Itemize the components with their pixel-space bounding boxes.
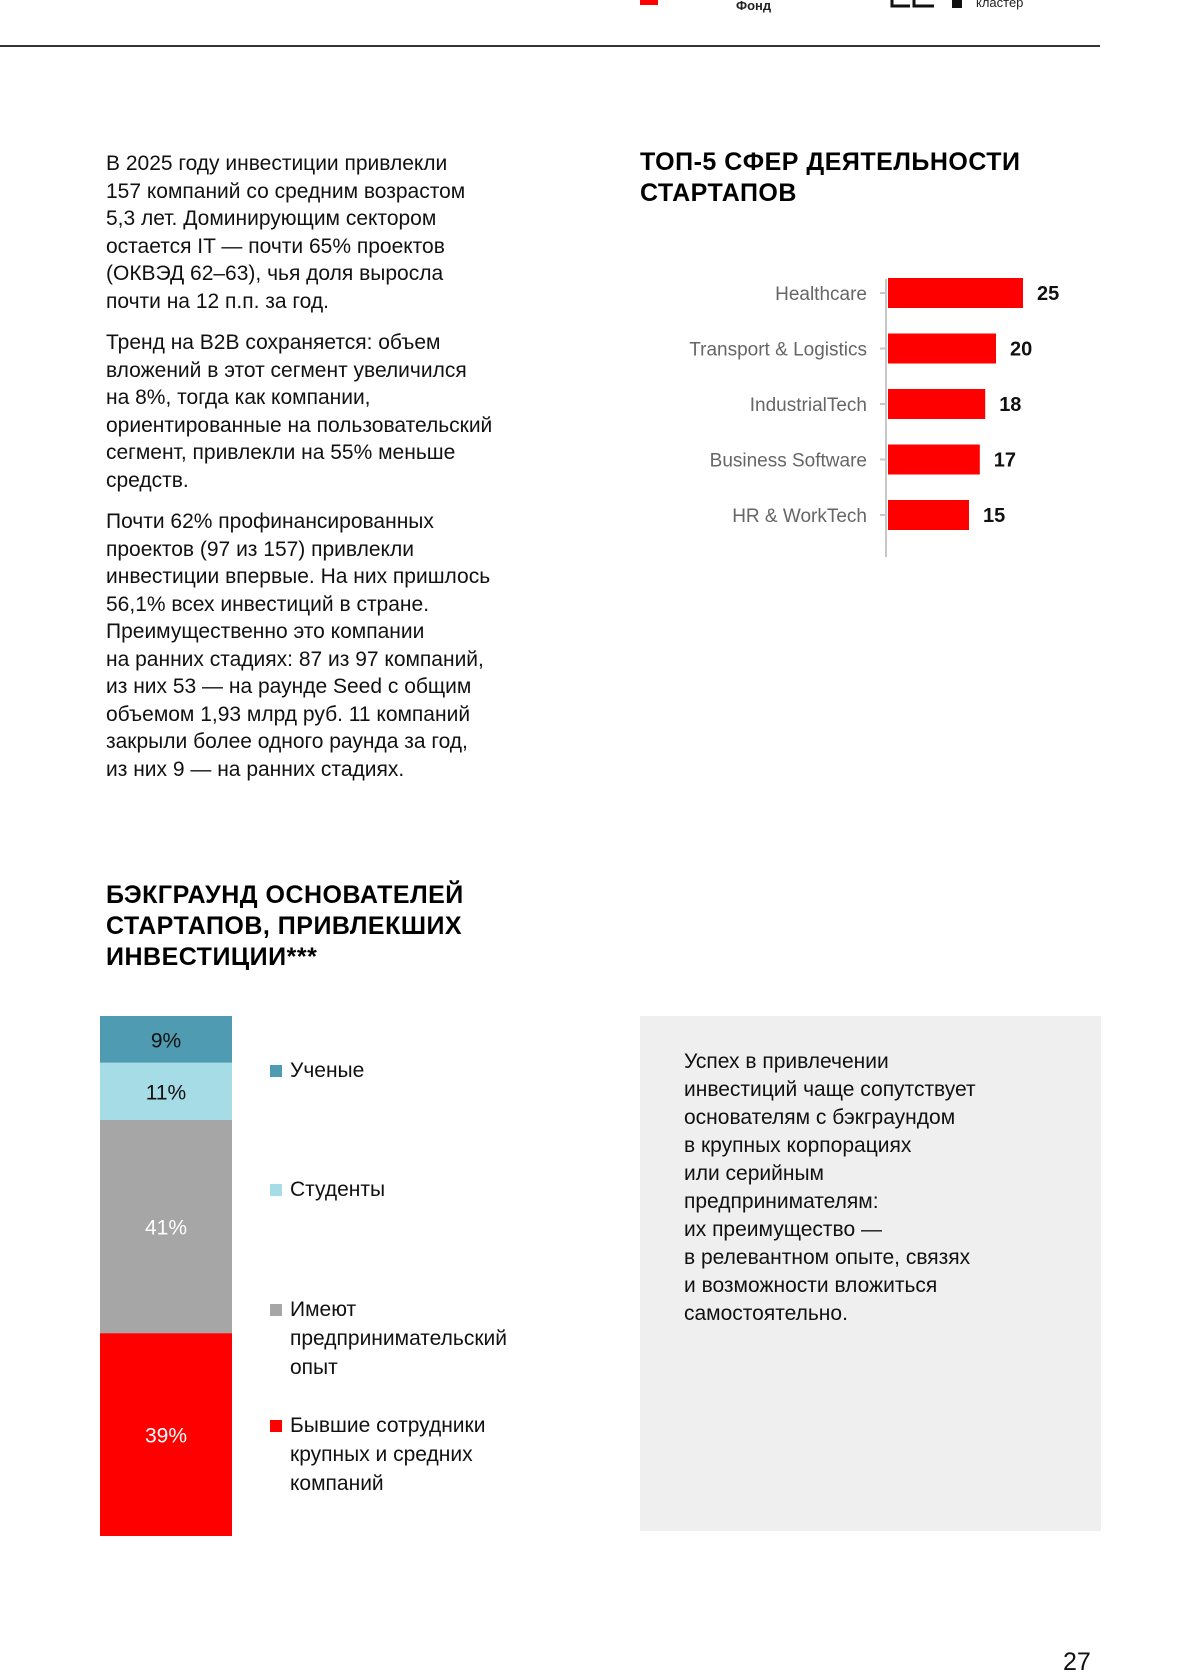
founders-stacked-chart bbox=[100, 1016, 232, 1536]
stack-segment-label: 11% bbox=[145, 1081, 187, 1105]
intro-paragraph-3: Почти 62% профинансированных проектов (97 из 157) привлекли инвестиции впервые. На них пришлось 56,1% всех инвестиций в стране. Преимущественно это компании на ранних стадиях: 87 из 97 компаний, из них 53 — на раунде Seed с общим объемом 1,93 млрд руб. 11 компаний закрыли более одного раунда за год, из них 9 — на ранних стадиях. bbox=[106, 510, 491, 781]
fund-logo-text: Фонд bbox=[736, 0, 772, 13]
bar bbox=[888, 500, 969, 530]
bar-value-label: 25 bbox=[1037, 283, 1060, 305]
legend-swatch bbox=[270, 1065, 282, 1077]
bar-category-label: Healthcare bbox=[775, 284, 867, 305]
stack-segment-label: 41% bbox=[144, 1216, 188, 1240]
legend-swatch bbox=[270, 1420, 282, 1432]
top-sectors-title: ТОП-5 СФЕР ДЕЯТЕЛЬНОСТИ СТАРТАПОВ bbox=[640, 148, 1021, 207]
cluster-logo-mark bbox=[890, 0, 964, 10]
bar-category-label: Business Software bbox=[709, 450, 867, 472]
intro-paragraph-1: В 2025 году инвестиции привлекли 157 компаний со средним возрастом 5,3 лет. Доминирующим сектором остается IT — почти 65% проектов (ОКВЭД 62–63), чья доля выросла почти на 12 п.п. за год. bbox=[106, 152, 466, 313]
legend-swatch bbox=[270, 1184, 282, 1196]
bar-category-label: HR & WorkTech bbox=[732, 506, 867, 527]
fund-logo bbox=[640, 0, 800, 18]
intro-text bbox=[106, 150, 576, 797]
bar bbox=[888, 445, 980, 475]
stack-segment-label: 39% bbox=[144, 1424, 188, 1448]
top-sectors-chart bbox=[640, 275, 1100, 565]
bar-value-label: 18 bbox=[999, 394, 1022, 416]
page-number: 27 bbox=[1063, 1648, 1091, 1676]
intro-paragraph-2: Тренд на B2B сохраняется: объем вложений в этот сегмент увеличился на 8%, тогда как компании, ориентированные на пользовательский сегмент, привлекли на 55% меньше средств. bbox=[106, 331, 493, 492]
stack-segment-label: 9% bbox=[150, 1029, 182, 1053]
bar-value-label: 20 bbox=[1010, 338, 1033, 361]
legend-item bbox=[270, 1411, 570, 1498]
cluster-logo bbox=[890, 0, 1050, 18]
legend-item bbox=[270, 1175, 570, 1204]
legend-label: Ученые bbox=[290, 1059, 365, 1082]
cluster-logo-text: кластер bbox=[976, 0, 1024, 10]
founders-title: БЭКГРАУНД ОСНОВАТЕЛЕЙ СТАРТАПОВ, ПРИВЛЕКШИХ ИНВЕСТИЦИИ*** bbox=[106, 881, 464, 971]
legend-item bbox=[270, 1295, 570, 1382]
legend-swatch bbox=[270, 1304, 282, 1316]
header bbox=[0, 0, 1200, 46]
legend-label: Имеют предпринимательский опыт bbox=[290, 1298, 507, 1379]
bar bbox=[888, 334, 996, 364]
legend-label: Студенты bbox=[290, 1178, 386, 1201]
legend-label: Бывшие сотрудники крупных и средних компаний bbox=[290, 1414, 486, 1495]
callout-text: Успех в привлечении инвестиций чаще сопутствует основателям с бэкграундом в крупных корпорациях или серийным предпринимателям: их преимущество — в релевантном опыте, связях и возможности вложиться самостоятельно. bbox=[684, 1050, 976, 1325]
fund-logo-mark bbox=[640, 0, 658, 5]
bar-category-label: Transport & Logistics bbox=[689, 339, 867, 361]
bar-value-label: 17 bbox=[993, 449, 1017, 472]
bar bbox=[888, 278, 1023, 308]
bar bbox=[888, 389, 985, 419]
bar-value-label: 15 bbox=[983, 505, 1006, 527]
callout-box bbox=[640, 1016, 1101, 1531]
bar-category-label: IndustrialTech bbox=[749, 395, 867, 416]
header-divider bbox=[0, 45, 1100, 47]
legend-item bbox=[270, 1056, 570, 1085]
